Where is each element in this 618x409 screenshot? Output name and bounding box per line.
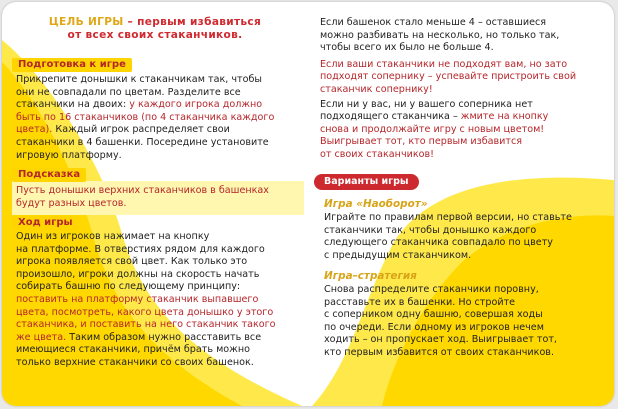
text-line: имеющиеся стаканчики, причём брать можно bbox=[16, 344, 250, 356]
hint-heading: Подсказка bbox=[12, 168, 86, 182]
strategy-heading: Игра–стратегия bbox=[324, 270, 417, 282]
text-highlight: у каждого игрока должно bbox=[129, 99, 263, 111]
text-highlight: Если ваши стаканчики не подходят вам, но зато bbox=[320, 58, 568, 70]
strategy-text bbox=[324, 284, 610, 360]
title-keyword: ЦЕЛЬ ИГРЫ bbox=[48, 16, 124, 28]
reverse-text bbox=[324, 212, 610, 262]
rules-card bbox=[2, 2, 614, 406]
text-line: расставьте их в башенки. Но стройте bbox=[324, 296, 516, 308]
text-line: только верхние стаканчики со своих башенок. bbox=[16, 356, 254, 368]
text-line: Каждый игрок распределяет свои bbox=[52, 124, 230, 136]
text-highlight: стаканчика, и поставить на него стаканчик такого bbox=[16, 319, 276, 331]
title-part: – первым избавиться bbox=[123, 16, 262, 28]
text-line: Если башенок стало меньше 4 – оставшиеся bbox=[320, 17, 547, 28]
text-line: Играйте по правилам первой версии, но ставьте bbox=[324, 212, 572, 223]
text-line: по очереди. Если одному из игроков нечем bbox=[324, 321, 544, 333]
text-line: подходящего стаканчика – bbox=[320, 111, 461, 123]
text-line: Если ни у вас, ни у вашего соперника нет bbox=[320, 98, 533, 110]
text-line: произошло, игроки должны на скорость начать bbox=[16, 268, 260, 280]
text-line: стаканчики в 4 башенки. Посередине установите bbox=[16, 136, 269, 148]
text-line: на платформе. В отверстиях рядом для каждого bbox=[16, 243, 265, 255]
variants-heading: Варианты игры bbox=[314, 174, 419, 190]
text-highlight: стаканчик сопернику! bbox=[320, 83, 433, 95]
text-line: Снова распределите стаканчики поровну, bbox=[324, 284, 539, 295]
text-highlight: Выигрывает тот, кто первым избавится bbox=[320, 136, 523, 148]
move-text bbox=[16, 231, 308, 370]
page-title bbox=[2, 16, 308, 42]
text-highlight: быть по 16 стаканчиков (по 4 стаканчика каждого bbox=[16, 111, 275, 123]
text-line: следующего стаканчика совпадало по цвету bbox=[324, 237, 553, 249]
text-line: с соперником одну башню, совершая ходы bbox=[324, 309, 543, 321]
text-highlight: подходят сопернику – успевайте пристроить свой bbox=[320, 71, 577, 83]
text-highlight: снова и продолжайте игру с новым цветом! bbox=[320, 123, 545, 135]
text-line: они не совпадали по цветам. Разделите все bbox=[16, 86, 241, 98]
reverse-heading: Игра «Наоборот» bbox=[324, 198, 428, 210]
text-highlight: жмите на кнопку bbox=[460, 111, 549, 123]
text-line: с предыдущим стаканчиком. bbox=[324, 249, 472, 261]
text-line: стаканчики на двоих: bbox=[16, 99, 130, 111]
text-line: можно разбивать на несколько, но только так, bbox=[320, 29, 560, 41]
text-line: игрока появляется свой цвет. Как только это bbox=[16, 256, 248, 268]
text-highlight: цвета). bbox=[16, 124, 53, 136]
text-line: ходить – он пропускает ход. Выигрывает тот, bbox=[324, 334, 557, 346]
text-highlight: же цвета. bbox=[16, 331, 67, 343]
prep-heading: Подготовка к игре bbox=[12, 58, 132, 72]
text-line: чтобы всего их было не больше 4. bbox=[320, 42, 494, 54]
text-line: будут разных цветов. bbox=[16, 197, 127, 209]
hint-text bbox=[16, 185, 308, 210]
text-line: стаканчики так, чтобы донышко каждого bbox=[324, 224, 537, 236]
text-line: Таким образом нужно расставить все bbox=[66, 331, 262, 343]
text-line: кто первым избавится от своих стаканчиков. bbox=[324, 346, 555, 358]
prep-text bbox=[16, 74, 308, 162]
text-highlight: от своих стаканчиков! bbox=[320, 148, 435, 160]
text-line: Пусть донышки верхних стаканчиков в башенках bbox=[16, 185, 269, 196]
text-line: игровую платформу. bbox=[16, 149, 122, 161]
text-highlight: цвета, посмотреть, какого цвета донышко у этого bbox=[16, 306, 274, 318]
text-line: Прикрепите донышки к стаканчикам так, чтобы bbox=[16, 74, 262, 85]
move-heading: Ход игры bbox=[12, 216, 79, 230]
text-highlight: поставить на платформу стаканчик выпавшего bbox=[16, 293, 259, 305]
right-rules bbox=[320, 17, 610, 162]
title-line2: от всех своих стаканчиков. bbox=[67, 29, 243, 41]
text-line: собирать башню по следующему принципу: bbox=[16, 281, 241, 293]
text-line: Один из игроков нажимает на кнопку bbox=[16, 231, 210, 242]
